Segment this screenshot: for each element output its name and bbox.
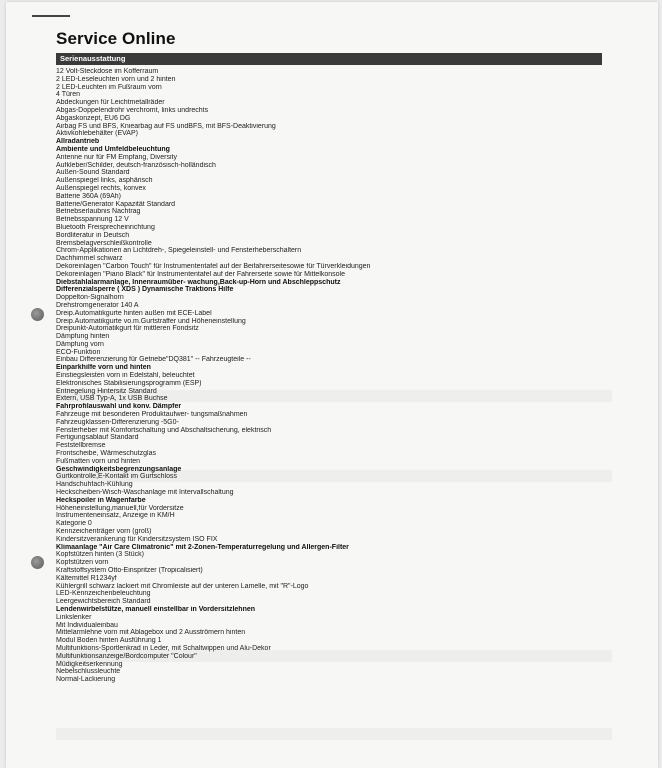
list-item: Lendenwirbelstütze, manuell einstellbar in Vordersitzlehnen	[56, 605, 256, 613]
list-item: Einbau Differenzierung für Getriebe"DQ381" -- Fahrzeugteile --	[56, 356, 251, 364]
list-item: Feststellbremse	[56, 442, 106, 450]
list-item: Ambiente und Umfeldbeleuchtung	[56, 145, 170, 153]
staple-mark	[32, 15, 70, 17]
list-item: Dämpfung hinten	[56, 333, 110, 341]
equipment-list	[56, 68, 612, 684]
list-item: Diebstahlalarmanlage, Innenraumüber- wachung,Back-up-Horn und Abschleppschutz	[56, 278, 341, 286]
list-item: Differenzialsperre ( XDS ) Dynamische Traktions Hilfe	[56, 286, 234, 294]
list-item: Abdeckungen für Leichtmetallräder	[56, 99, 165, 107]
page-title: Service Online	[56, 29, 176, 48]
list-item: 2 LED-Leuchten im Fußraum vorn	[56, 83, 162, 91]
list-item: LED-Kennzeichenbeleuchtung	[56, 590, 151, 598]
list-item: Frontscheibe, Wärmeschutzglas	[56, 450, 156, 458]
list-item: Außenspiegel links, asphärisch	[56, 177, 153, 185]
list-item: Antenne nur für FM Empfang, Diversity	[56, 153, 177, 161]
list-item: Linkslenker	[56, 613, 92, 621]
list-item: Dämpfung vorn	[56, 340, 104, 348]
list-item: Kopfstützen vorn	[56, 559, 109, 567]
list-item: Elektronisches Stabilisierungsprogramm (ESP)	[56, 379, 202, 387]
list-item: Chrom-Applikationen an Lichtdreh-, Spiegeleinstell- und Fensterheberschaltern	[56, 247, 302, 255]
list-item: Fahrzeugklassen-Differenzierung -5G0-	[56, 418, 179, 426]
scan-shade	[56, 728, 612, 740]
list-item: Dekoreinlagen "Piano Black" für Instrumententafel auf der Fahrerseite sowie für Mittelkonsole	[56, 270, 346, 278]
list-item: Fußmatten vorn und hinten	[56, 457, 141, 465]
list-item: Kennzeichenträger vorn (groß)	[56, 528, 152, 536]
list-item: Betriebsspannung 12 V	[56, 216, 129, 224]
list-item: Nebelschlussleuchte	[56, 668, 121, 676]
list-item: Extern, USB Typ-A, 1x USB Buchse	[56, 395, 168, 403]
list-item: 12 Volt-Steckdose im Kofferraum	[56, 68, 159, 75]
list-item: Außen-Sound Standard	[56, 169, 130, 177]
list-item: Fertigungsablauf Standard	[56, 434, 139, 442]
list-item: Bremsbelagverschleißkontrolle	[56, 239, 152, 247]
list-item: Dekoreinlagen "Carbon Touch" für Instrumententafel auf der Beifahrerseitesowie für Türverkleidungen	[56, 262, 371, 270]
section-header: Serienausstattung	[56, 53, 602, 65]
list-item: Heckscheiben-Wisch-Waschanlage mit Intervallschaltung	[56, 489, 234, 497]
list-item: Batterie/Generator Kapazität Standard	[56, 200, 176, 208]
list-item: Drehstromgenerator 140 A	[56, 301, 139, 309]
list-item: Modul Boden hinten Ausführung 1	[56, 637, 162, 645]
list-item: Airbag FS und BFS, Kniearbag auf FS undBFS, mit BFS-Deaktivierung	[56, 122, 276, 130]
list-item: Bluetooth Freisprecheinrichtung	[56, 223, 155, 231]
list-item: Doppelton-Signalhorn	[56, 294, 124, 302]
list-item: Kindersitzverankerung für Kindersitzsystem ISO FIX	[56, 535, 218, 543]
list-item: Fensterheber mit Komfortschaltung und Abschaltsicherung, elektrisch	[56, 426, 272, 434]
list-item: Aufkleber/Schilder, deutsch-französisch-holländisch	[56, 161, 216, 169]
list-item: Kopfstützen hinten (3 Stück)	[56, 551, 144, 559]
list-item: ECO-Funktion	[56, 348, 101, 356]
list-item: 4 Türen	[56, 91, 80, 99]
list-item: Heckspoiler in Wagenfarbe	[56, 496, 146, 504]
list-item: Außenspiegel rechts, konvex	[56, 184, 146, 192]
list-item: Multifunktionsanzeige/Bordcomputer "Colour"	[56, 652, 197, 660]
list-item: Allradantrieb	[56, 138, 100, 146]
list-item: Entriegelung Hintersitz Standard	[56, 387, 157, 395]
list-item: Einparkhilfe vorn und hinten	[56, 364, 151, 372]
list-item: Fahrzeuge mit besonderen Produktaufwer- tungsmaßnahmen	[56, 411, 248, 419]
list-item: 2 LED-Leseleuchten vorn und 2 hinten	[56, 75, 176, 83]
list-item: Kältemittel R1234yf	[56, 574, 117, 582]
list-item: Dachhimmel schwarz	[56, 255, 123, 263]
list-item: Dreip.Automatikgurte vo.m.Gurtstraffer und Höheneinstellung	[56, 317, 246, 325]
list-item: Abgaskonzept, EU6 DG	[56, 114, 131, 122]
list-item: Geschwindigkeitsbegrenzungsanlage	[56, 465, 182, 473]
list-item: Multifunktions-Sportlenkrad in Leder, mit Schaltwippen und Alu-Dekor	[56, 644, 271, 652]
list-item: Höheneinstellung,manuell,für Vordersitze	[56, 504, 184, 512]
list-item: Normal-Lackierung	[56, 676, 116, 684]
list-item: Kühlergrill schwarz lackiert mit Chromleiste auf der unteren Lamelle, mit "R"-Logo	[56, 582, 309, 590]
punch-hole	[31, 308, 44, 321]
list-item: Leergewichtsbereich Standard	[56, 598, 151, 606]
list-item: Müdigkeitserkennung	[56, 660, 123, 668]
list-item: Abgas-Doppelendrohr verchromt, links undrechts	[56, 106, 209, 114]
list-item: Instrumenteneinsatz, Anzeige in KM/H	[56, 512, 175, 520]
list-item: Kraftstoffsystem Otto-Einspritzer (Tropicalisiert)	[56, 567, 203, 574]
list-item: Kategorie 0	[56, 520, 92, 528]
list-item: Bordliteratur in Deutsch	[56, 231, 130, 239]
list-item: Mit Individualeinbau	[56, 621, 118, 629]
list-item: Handschuhfach-Kühlung	[56, 481, 133, 489]
list-item: Klimaanlage "Air Care Climatronic" mit 2-Zonen-Temperaturregelung und Allergen-Filter	[56, 543, 349, 551]
punch-hole	[31, 556, 44, 569]
list-item: Mittelarmlehne vorn mit Ablagebox und 2 Ausströmern hinten	[56, 629, 246, 637]
list-item: Gurtkontrolle,E-Kontakt im Gurtschloss	[56, 473, 177, 481]
list-item: Betriebserlaubnis Nachtrag	[56, 208, 141, 216]
list-item: Einstiegsleisten vorn in Edelstahl, beleuchtet	[56, 372, 195, 380]
list-item: Dreipunkt-Automatikgurt für mittleren Fondsitz	[56, 325, 199, 333]
list-item: Fahrprofilauswahl und konv. Dämpfer	[56, 403, 182, 411]
list-item: Dreip.Automatikgurte hinten außen mit ECE-Label	[56, 309, 212, 317]
list-item: Batterie 360A (69Ah)	[56, 192, 121, 200]
list-item: Aktivkohlebehälter (EVAP)	[56, 130, 138, 138]
